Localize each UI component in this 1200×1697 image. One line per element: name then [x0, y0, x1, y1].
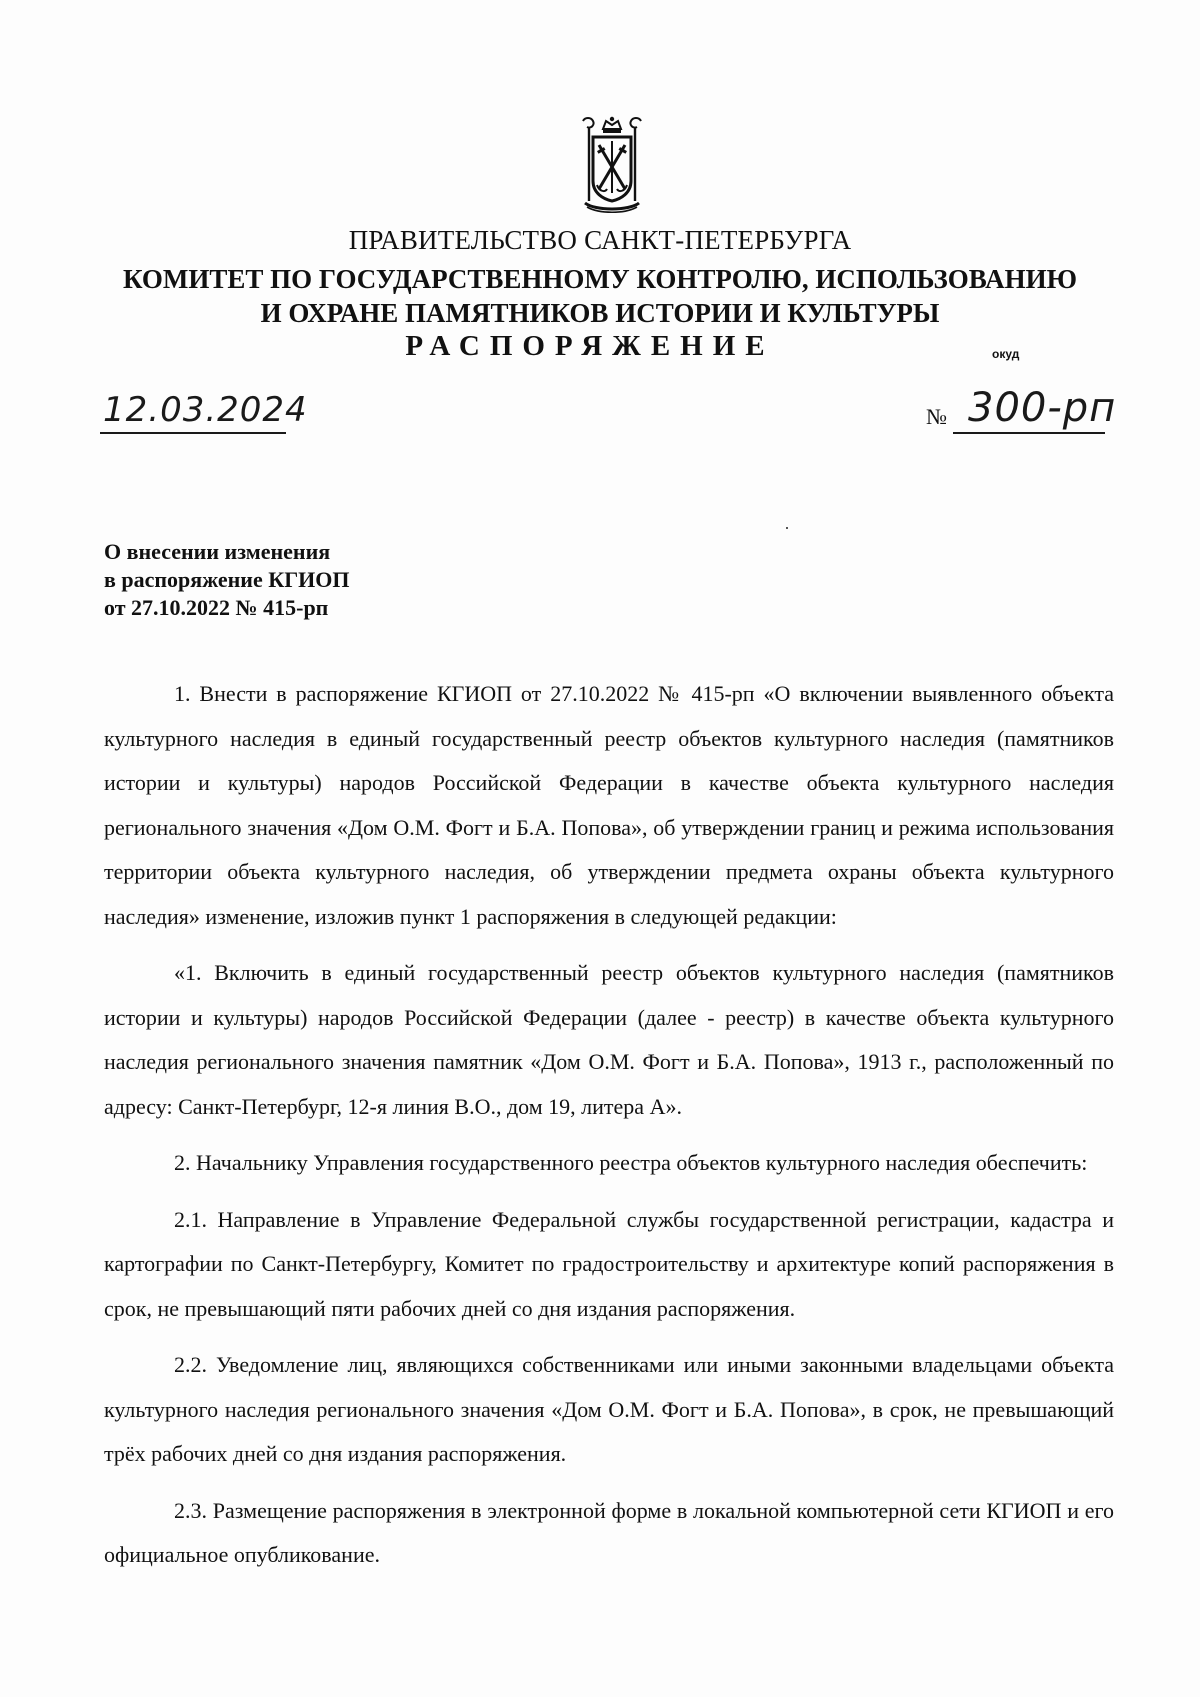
okud-label: окуд — [992, 347, 1020, 361]
subject-line2: в распоряжение КГИОП — [104, 567, 350, 592]
paragraph-2: «1. Включить в единый государственный реестр объектов культурного наследия (памятников истории и культуры) народов Российской Федерации (далее - реестр) в качестве объекта культурного наследия регионального значения памятник «Дом О.М. Фогт и Б.А. Попова», 1913 г., расположенный по адресу: Санкт-Петербург, 12-я линия В.О., дом 19, литера А». — [104, 960, 1114, 1119]
number-underline — [953, 432, 1105, 434]
date-underline — [100, 432, 286, 434]
document-type-title: РАСПОРЯЖЕНИЕ — [405, 330, 775, 362]
paragraph-3: 2. Начальнику Управления государственного реестра объектов культурного наследия обеспечить: — [174, 1150, 1088, 1175]
paragraph-6: 2.3. Размещение распоряжения в электронной форме в локальной компьютерной сети КГИОП и его официальное опубликование. — [104, 1497, 1114, 1567]
speck — [786, 527, 788, 529]
government-title: ПРАВИТЕЛЬСТВО САНКТ-ПЕТЕРБУРГА — [348, 225, 852, 255]
committee-title-line2: И ОХРАНЕ ПАМЯТНИКОВ ИСТОРИИ И КУЛЬТУРЫ — [260, 298, 940, 328]
paragraph-4: 2.1. Направление в Управление Федеральной службы государственной регистрации, кадастра и картографии по Санкт-Петербургу, Комитет по градостроительству и архитектуре копий распоряжения в срок, не превышающий пяти рабочих дней со дня издания распоряжения. — [104, 1206, 1114, 1321]
paragraph-1: 1. Внести в распоряжение КГИОП от 27.10.2022 № 415-рп «О включении выявленного объекта культурного наследия в единый государственный реестр объектов культурного наследия (памятников истории и культуры) народов Российской Федерации в качестве объекта культурного наследия регионального значения «Дом О.М. Фогт и Б.А. Попова», об утверждении границ и режима использования территории объекта культурного наследия, об утверждении предмета охраны объекта культурного наследия» изменение, изложив пункт 1 распоряжения в следующей редакции: — [104, 681, 1114, 929]
committee-title-line1: КОМИТЕТ ПО ГОСУДАРСТВЕННОМУ КОНТРОЛЮ, ИСПОЛЬЗОВАНИЮ — [123, 264, 1077, 294]
document-number: 300-рп — [968, 385, 1117, 431]
paragraph-5: 2.2. Уведомление лиц, являющихся собственниками или иными законными владельцами объекта культурного наследия регионального значения «Дом О.М. Фогт и Б.А. Попова», в срок, не превышающий трёх рабочих дней со дня издания распоряжения. — [104, 1352, 1114, 1466]
document-body — [104, 672, 1114, 1578]
number-label: № — [926, 404, 947, 429]
document-date: 12.03.2024 — [103, 390, 308, 430]
subject-line1: О внесении изменения — [104, 539, 331, 564]
committee-title — [0, 262, 1200, 330]
subject-line3: от 27.10.2022 № 415-рп — [104, 595, 329, 620]
document-subject — [104, 538, 350, 622]
saint-petersburg-coat-of-arms-icon — [575, 115, 649, 215]
